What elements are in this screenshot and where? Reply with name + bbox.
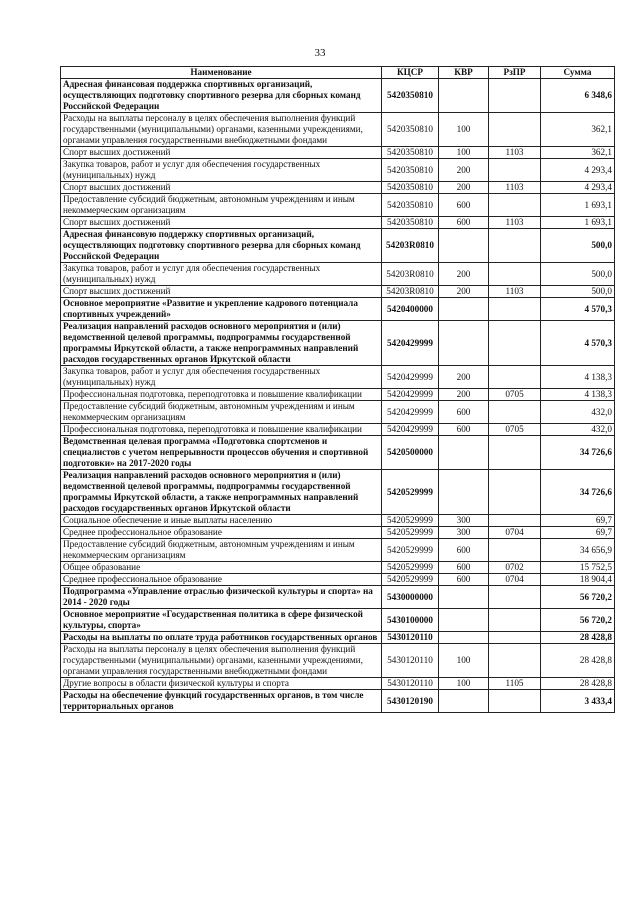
budget-table bbox=[60, 66, 615, 713]
cell-kvr: 100 bbox=[439, 113, 489, 147]
cell-name: Расходы на обеспечение функций государственных органов, в том числе территориальных органов bbox=[61, 690, 382, 713]
table-row bbox=[61, 217, 615, 229]
page-number: 33 bbox=[314, 47, 326, 59]
table-row bbox=[61, 79, 615, 113]
table-row bbox=[61, 286, 615, 298]
table-row bbox=[61, 194, 615, 217]
cell-kcsr: 5420350810 bbox=[382, 147, 439, 159]
cell-rzpr: 1103 bbox=[489, 147, 541, 159]
cell-rzpr bbox=[489, 263, 541, 286]
header-sum: Сумма bbox=[541, 67, 615, 79]
cell-sum: 4 138,3 bbox=[541, 366, 615, 389]
cell-kvr: 200 bbox=[439, 159, 489, 182]
cell-name: Социальное обеспечение и иные выплаты населению bbox=[61, 515, 382, 527]
cell-sum: 4 570,3 bbox=[541, 298, 615, 321]
cell-kcsr: 5430120110 bbox=[382, 632, 439, 644]
cell-sum: 500,0 bbox=[541, 286, 615, 298]
cell-sum: 56 720,2 bbox=[541, 609, 615, 632]
cell-name: Предоставление субсидий бюджетным, автономным учреждениям и иным некоммерческим организациям bbox=[61, 194, 382, 217]
cell-name: Среднее профессиональное образование bbox=[61, 527, 382, 539]
table-row bbox=[61, 263, 615, 286]
cell-sum: 28 428,8 bbox=[541, 632, 615, 644]
header-kcsr: КЦСР bbox=[382, 67, 439, 79]
table-row bbox=[61, 515, 615, 527]
cell-kvr: 600 bbox=[439, 194, 489, 217]
cell-kcsr: 5420500000 bbox=[382, 436, 439, 470]
cell-name: Адресная финансовую поддержку спортивных организаций, осуществляющих подготовку спортивного резерва для сборных команд Российской Федерации bbox=[61, 229, 382, 263]
cell-name: Профессиональная подготовка, переподготовка и повышение квалификации bbox=[61, 424, 382, 436]
cell-kcsr: 5430100000 bbox=[382, 609, 439, 632]
cell-kvr: 600 bbox=[439, 562, 489, 574]
cell-sum: 28 428,8 bbox=[541, 678, 615, 690]
cell-kvr bbox=[439, 586, 489, 609]
cell-kvr bbox=[439, 609, 489, 632]
cell-sum: 1 693,1 bbox=[541, 194, 615, 217]
header-kvr: КВР bbox=[439, 67, 489, 79]
cell-name: Реализация направлений расходов основного мероприятия и (или) ведомственной целевой программы, подпрограммы государственной программы Иркутской области, а также непрограммных направлений расходов государственных органов Иркутской области bbox=[61, 470, 382, 515]
cell-kvr: 200 bbox=[439, 389, 489, 401]
table-row bbox=[61, 527, 615, 539]
cell-sum: 3 433,4 bbox=[541, 690, 615, 713]
cell-sum: 500,0 bbox=[541, 263, 615, 286]
cell-name: Подпрограмма «Управление отраслью физической культуры и спорта» на 2014 - 2020 годы bbox=[61, 586, 382, 609]
cell-rzpr bbox=[489, 539, 541, 562]
table-row bbox=[61, 113, 615, 147]
cell-kvr bbox=[439, 298, 489, 321]
cell-kcsr: 5430120190 bbox=[382, 690, 439, 713]
table-row bbox=[61, 586, 615, 609]
cell-sum: 4 570,3 bbox=[541, 321, 615, 366]
cell-kvr bbox=[439, 436, 489, 470]
cell-rzpr bbox=[489, 609, 541, 632]
cell-kcsr: 5430000000 bbox=[382, 586, 439, 609]
cell-name: Ведомственная целевая программа «Подготовка спортсменов и специалистов с учетом непрерывности процессов обучения и спортивной подготовки» на 2017-2020 годы bbox=[61, 436, 382, 470]
cell-rzpr: 0705 bbox=[489, 389, 541, 401]
cell-sum: 69,7 bbox=[541, 527, 615, 539]
cell-kcsr: 5420429999 bbox=[382, 389, 439, 401]
cell-kcsr: 5420350810 bbox=[382, 217, 439, 229]
cell-name: Предоставление субсидий бюджетным, автономным учреждениям и иным некоммерческим организациям bbox=[61, 401, 382, 424]
cell-name: Закупка товаров, работ и услуг для обеспечения государственных (муниципальных) нужд bbox=[61, 366, 382, 389]
cell-name: Адресная финансовая поддержка спортивных организаций, осуществляющих подготовку спортивного резерва для сборных команд Российской Федерации bbox=[61, 79, 382, 113]
cell-rzpr bbox=[489, 113, 541, 147]
cell-name: Закупка товаров, работ и услуг для обеспечения государственных (муниципальных) нужд bbox=[61, 159, 382, 182]
cell-sum: 56 720,2 bbox=[541, 586, 615, 609]
cell-kvr: 600 bbox=[439, 401, 489, 424]
table-row bbox=[61, 632, 615, 644]
cell-kvr bbox=[439, 79, 489, 113]
cell-kvr bbox=[439, 470, 489, 515]
cell-kvr: 100 bbox=[439, 147, 489, 159]
cell-kcsr: 5420350810 bbox=[382, 159, 439, 182]
cell-kvr: 600 bbox=[439, 574, 489, 586]
cell-kvr: 200 bbox=[439, 263, 489, 286]
cell-rzpr bbox=[489, 229, 541, 263]
cell-kcsr: 5420429999 bbox=[382, 366, 439, 389]
cell-kvr: 600 bbox=[439, 424, 489, 436]
cell-kvr: 300 bbox=[439, 515, 489, 527]
cell-rzpr bbox=[489, 159, 541, 182]
cell-sum: 28 428,8 bbox=[541, 644, 615, 678]
table-row bbox=[61, 690, 615, 713]
cell-rzpr: 0702 bbox=[489, 562, 541, 574]
cell-name: Общее образование bbox=[61, 562, 382, 574]
cell-kvr bbox=[439, 321, 489, 366]
cell-sum: 362,1 bbox=[541, 147, 615, 159]
cell-sum: 4 293,4 bbox=[541, 159, 615, 182]
cell-name: Спорт высших достижений bbox=[61, 217, 382, 229]
table-body bbox=[61, 79, 615, 713]
cell-sum: 362,1 bbox=[541, 113, 615, 147]
cell-rzpr: 1105 bbox=[489, 678, 541, 690]
cell-sum: 500,0 bbox=[541, 229, 615, 263]
cell-kcsr: 5420529999 bbox=[382, 515, 439, 527]
cell-name: Спорт высших достижений bbox=[61, 182, 382, 194]
cell-kcsr: 5420529999 bbox=[382, 574, 439, 586]
cell-kcsr: 5420529999 bbox=[382, 470, 439, 515]
cell-kvr bbox=[439, 229, 489, 263]
cell-rzpr bbox=[489, 298, 541, 321]
cell-name: Среднее профессиональное образование bbox=[61, 574, 382, 586]
cell-kcsr: 5420350810 bbox=[382, 194, 439, 217]
cell-kcsr: 5420400000 bbox=[382, 298, 439, 321]
cell-kcsr: 5420429999 bbox=[382, 321, 439, 366]
table-row bbox=[61, 182, 615, 194]
cell-kvr: 300 bbox=[439, 527, 489, 539]
table-row bbox=[61, 401, 615, 424]
cell-kcsr: 5420429999 bbox=[382, 401, 439, 424]
cell-rzpr bbox=[489, 194, 541, 217]
cell-rzpr bbox=[489, 644, 541, 678]
table-row bbox=[61, 470, 615, 515]
cell-sum: 432,0 bbox=[541, 424, 615, 436]
cell-name: Закупка товаров, работ и услуг для обеспечения государственных (муниципальных) нужд bbox=[61, 263, 382, 286]
table-header bbox=[61, 67, 615, 79]
table-row bbox=[61, 574, 615, 586]
cell-kcsr: 5430120110 bbox=[382, 644, 439, 678]
table-row bbox=[61, 366, 615, 389]
cell-kvr: 600 bbox=[439, 539, 489, 562]
cell-sum: 34 656,9 bbox=[541, 539, 615, 562]
cell-kcsr: 54203R0810 bbox=[382, 229, 439, 263]
cell-kcsr: 5420350810 bbox=[382, 182, 439, 194]
table-row bbox=[61, 389, 615, 401]
cell-name: Основное мероприятие «Развитие и укрепление кадрового потенциала спортивных учреждений» bbox=[61, 298, 382, 321]
cell-rzpr bbox=[489, 632, 541, 644]
header-rzpr: РзПР bbox=[489, 67, 541, 79]
table-row bbox=[61, 298, 615, 321]
cell-sum: 34 726,6 bbox=[541, 436, 615, 470]
table-row bbox=[61, 562, 615, 574]
header-name: Наименование bbox=[61, 67, 382, 79]
cell-kcsr: 5430120110 bbox=[382, 678, 439, 690]
cell-sum: 1 693,1 bbox=[541, 217, 615, 229]
cell-name: Другие вопросы в области физической культуры и спорта bbox=[61, 678, 382, 690]
cell-name: Предоставление субсидий бюджетным, автономным учреждениям и иным некоммерческим организациям bbox=[61, 539, 382, 562]
cell-kcsr: 54203R0810 bbox=[382, 263, 439, 286]
cell-kvr: 200 bbox=[439, 286, 489, 298]
cell-rzpr bbox=[489, 79, 541, 113]
cell-rzpr bbox=[489, 515, 541, 527]
cell-rzpr bbox=[489, 321, 541, 366]
cell-rzpr: 1103 bbox=[489, 182, 541, 194]
table-row bbox=[61, 678, 615, 690]
table-row bbox=[61, 609, 615, 632]
cell-kcsr: 5420529999 bbox=[382, 562, 439, 574]
cell-kvr bbox=[439, 632, 489, 644]
cell-rzpr: 1103 bbox=[489, 217, 541, 229]
cell-sum: 34 726,6 bbox=[541, 470, 615, 515]
cell-rzpr bbox=[489, 366, 541, 389]
cell-kvr: 200 bbox=[439, 182, 489, 194]
cell-kcsr: 5420350810 bbox=[382, 79, 439, 113]
cell-rzpr: 0704 bbox=[489, 574, 541, 586]
cell-sum: 4 138,3 bbox=[541, 389, 615, 401]
cell-rzpr: 0705 bbox=[489, 424, 541, 436]
cell-sum: 432,0 bbox=[541, 401, 615, 424]
cell-kvr: 200 bbox=[439, 366, 489, 389]
cell-name: Расходы на выплаты персоналу в целях обеспечения выполнения функций государственными (муниципальными) органами, казенными учреждениями, органами управления государственными внебюджетными фондами bbox=[61, 644, 382, 678]
cell-rzpr bbox=[489, 470, 541, 515]
cell-name: Спорт высших достижений bbox=[61, 147, 382, 159]
cell-rzpr bbox=[489, 401, 541, 424]
table-row bbox=[61, 159, 615, 182]
table-row bbox=[61, 539, 615, 562]
cell-kcsr: 5420529999 bbox=[382, 527, 439, 539]
table-row bbox=[61, 147, 615, 159]
cell-rzpr: 1103 bbox=[489, 286, 541, 298]
cell-kcsr: 5420350810 bbox=[382, 113, 439, 147]
table-row bbox=[61, 229, 615, 263]
cell-name: Спорт высших достижений bbox=[61, 286, 382, 298]
cell-name: Реализация направлений расходов основного мероприятия и (или) ведомственной целевой программы, подпрограммы государственной программы Иркутской области, а также непрограммных направлений расходов государственных органов Иркутской области bbox=[61, 321, 382, 366]
cell-sum: 4 293,4 bbox=[541, 182, 615, 194]
cell-name: Расходы на выплаты по оплате труда работников государственных органов bbox=[61, 632, 382, 644]
table-row bbox=[61, 321, 615, 366]
cell-name: Основное мероприятие «Государственная политика в сфере физической культуры, спорта» bbox=[61, 609, 382, 632]
table-row bbox=[61, 436, 615, 470]
cell-kvr: 100 bbox=[439, 644, 489, 678]
cell-kvr: 600 bbox=[439, 217, 489, 229]
cell-kcsr: 5420529999 bbox=[382, 539, 439, 562]
cell-rzpr bbox=[489, 586, 541, 609]
cell-rzpr bbox=[489, 436, 541, 470]
cell-rzpr: 0704 bbox=[489, 527, 541, 539]
cell-kvr: 100 bbox=[439, 678, 489, 690]
cell-sum: 69,7 bbox=[541, 515, 615, 527]
cell-sum: 6 348,6 bbox=[541, 79, 615, 113]
cell-kcsr: 5420429999 bbox=[382, 424, 439, 436]
cell-sum: 18 904,4 bbox=[541, 574, 615, 586]
cell-name: Расходы на выплаты персоналу в целях обеспечения выполнения функций государственными (муниципальными) органами, казенными учреждениями, органами управления государственными внебюджетными фондами bbox=[61, 113, 382, 147]
cell-kcsr: 54203R0810 bbox=[382, 286, 439, 298]
cell-kvr bbox=[439, 690, 489, 713]
table-row bbox=[61, 644, 615, 678]
cell-name: Профессиональная подготовка, переподготовка и повышение квалификации bbox=[61, 389, 382, 401]
cell-rzpr bbox=[489, 690, 541, 713]
cell-sum: 15 752,5 bbox=[541, 562, 615, 574]
table-row bbox=[61, 424, 615, 436]
